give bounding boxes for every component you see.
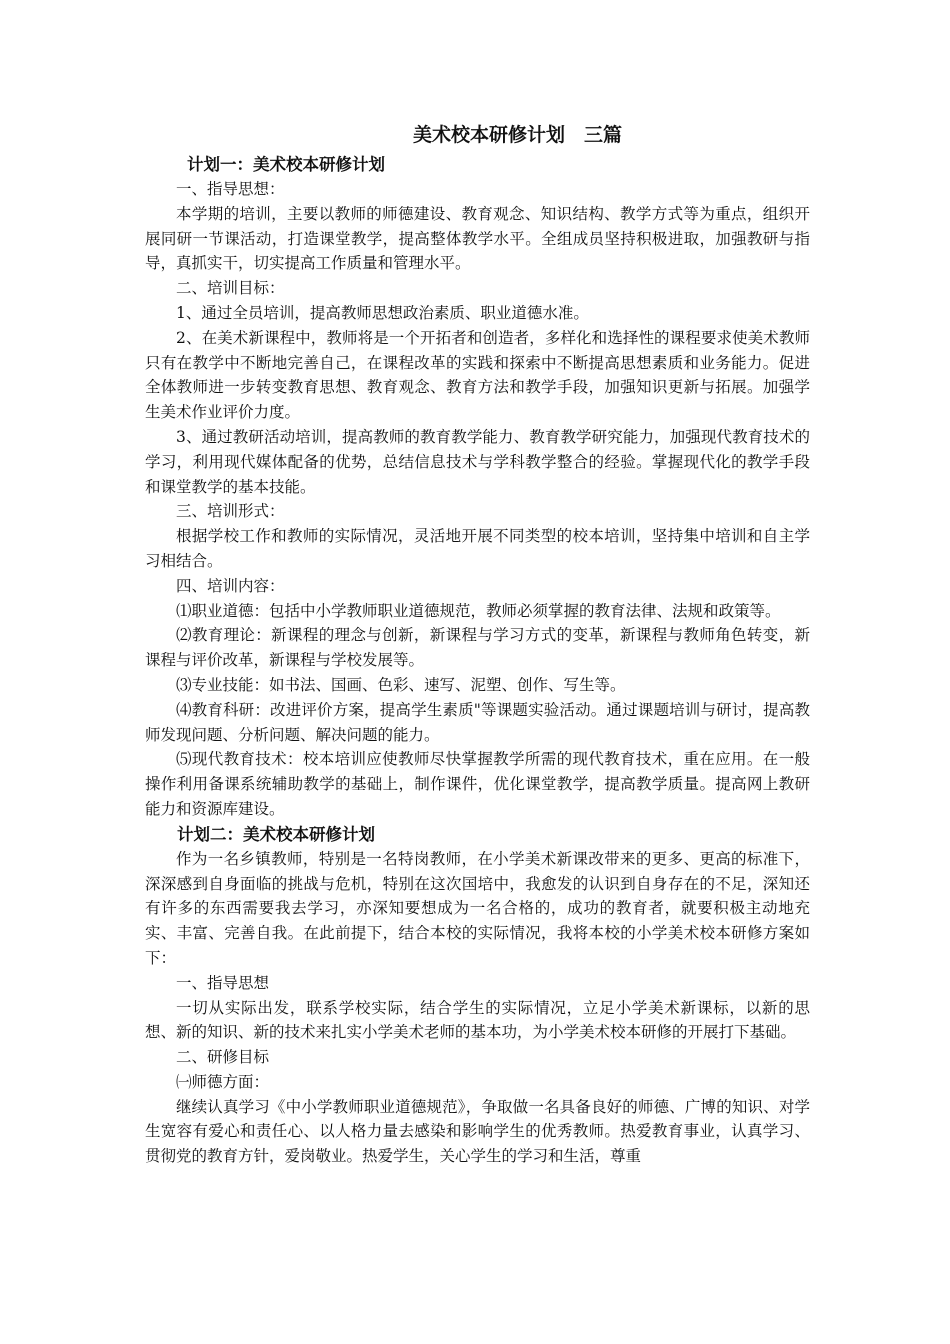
plan1-paragraph: ⑸现代教育技术：校本培训应使教师尽快掌握教学所需的现代教育技术，重在应用。在一般操作利用备课系统辅助教学的基础上，制作课件，优化课堂教学，提高教学质量。提高网上教研能力和资源库建设。 (145, 750, 810, 818)
plan1-paragraph: 3、通过教研活动培训，提高教师的教育教学能力、教育教学研究能力，加强现代教育技术的学习，利用现代媒体配备的优势，总结信息技术与学科教学整合的经验。掌握现代化的教学手段和课堂教学的基本技能。 (145, 427, 810, 496)
plan2-section-heading: 一、指导思想 (176, 973, 270, 992)
plan2-section-heading: 二、研修目标 (176, 1048, 270, 1067)
plan1-section-heading: 四、培训内容： (176, 576, 285, 595)
plan1-paragraph: ⑷教育科研：改进评价方案，提高学生素质"等课题实验活动。通过课题培训与研讨，提高教师发现问题、分析问题、解决问题的能力。 (145, 700, 810, 744)
plan1-paragraph: 本学期的培训，主要以教师的师德建设、教育观念、知识结构、教学方式等为重点，组织开展同研一节课活动，打造课堂教学，提高整体教学水平。全组成员坚持积极进取，加强教研与指导，真抓实干，切实提高工作质量和管理水平。 (145, 204, 810, 273)
plan1-paragraph: 2、在美术新课程中，教师将是一个开拓者和创造者，多样化和选择性的课程要求使美术教师只有在教学中不断地完善自己，在课程改革的实践和探索中不断提高思想素质和业务能力。促进全体教师进一步转变教育思想、教育观念、教育方法和教学手段，加强知识更新与拓展。加强学生美术作业评价力度。 (145, 328, 810, 422)
plan1-paragraph: 1、通过全员培训，提高教师思想政治素质、职业道德水准。 (176, 303, 589, 322)
plan1-paragraph: ⑵教育理论：新课程的理念与创新，新课程与学习方式的变革，新课程与教师角色转变，新课程与评价改革，新课程与学校发展等。 (145, 626, 810, 670)
plan2-subsection-heading: ㈠师德方面： (176, 1072, 270, 1091)
plan1-heading: 计划一：美术校本研修计划 (187, 155, 385, 174)
plan1-section-heading: 三、培训形式： (176, 502, 285, 521)
plan1-paragraph: 根据学校工作和教师的实际情况，灵活地开展不同类型的校本培训，坚持集中培训和自主学习相结合。 (145, 527, 810, 570)
plan1-section-heading: 一、指导思想： (176, 180, 285, 198)
plan2-paragraph: 继续认真学习《中小学教师职业道德规范》，争取做一名具备良好的师德、广博的知识、对学生宽容有爱心和责任心、以人格力量去感染和影响学生的优秀教师。热爱教育事业，认真学习、贯彻党的教育方针，爱岗敬业。热爱学生，关心学生的学习和生活，尊重 (145, 1097, 810, 1166)
plan2-paragraph: 作为一名乡镇教师，特别是一名特岗教师，在小学美术新课改带来的更多、更高的标准下，深深感到自身面临的挑战与危机，特别在这次国培中，我愈发的认识到自身存在的不足，深知还有许多的东西需要我去学习，亦深知要想成为一名合格的，成功的教育者，就要积极主动地充实、丰富、完善自我。在此前提下，结合本校的实际情况，我将本校的小学美术校本研修方案如下： (145, 849, 810, 967)
plan1-section-heading: 二、培训目标： (176, 279, 285, 298)
plan2-heading: 计划二：美术校本研修计划 (177, 824, 375, 844)
document-title: 美术校本研修计划 三篇 (412, 124, 622, 146)
plan2-paragraph: 一切从实际出发，联系学校实际，结合学生的实际情况，立足小学美术新课标，以新的思想、新的知识、新的技术来扎实小学美术老师的基本功，为小学美术校本研修的开展打下基础。 (145, 998, 810, 1042)
document-page (145, 118, 810, 1169)
plan1-paragraph: ⑶专业技能：如书法、国画、色彩、速写、泥塑、创作、写生等。 (176, 675, 626, 694)
plan1-paragraph: ⑴职业道德：包括中小学教师职业道德规范，教师必须掌握的教育法律、法规和政策等。 (176, 601, 781, 620)
